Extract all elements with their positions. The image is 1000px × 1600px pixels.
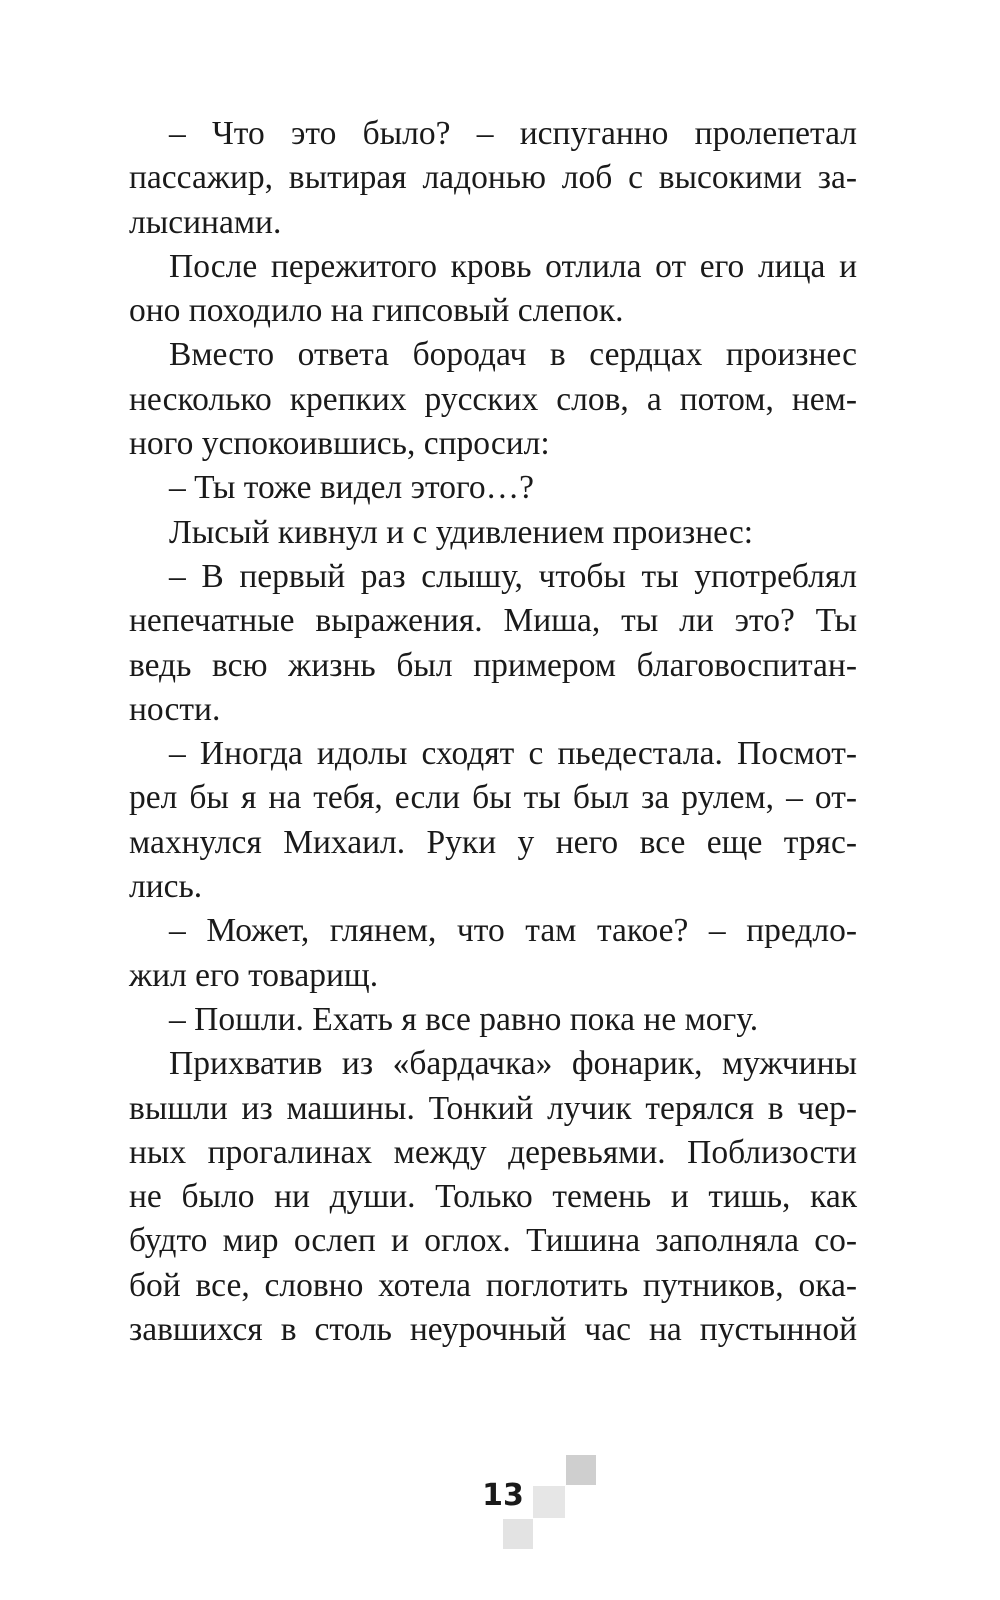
text-line: ного успокоившись, спросил: <box>129 425 550 463</box>
text-line: будто мир ослеп и оглох. Тишина заполняла со- <box>129 1222 857 1260</box>
page-number: 13 <box>482 1478 524 1513</box>
text-line: оно походило на гипсовый слепок. <box>129 292 624 330</box>
text-line: махнулся Михаил. Руки у него все еще тряс- <box>129 823 857 861</box>
body-text <box>129 112 857 1352</box>
text-line: завшихся в столь неурочный час на пустынной <box>129 1311 857 1349</box>
text-line: лысинами. <box>129 203 282 241</box>
text-line: ности. <box>129 690 221 728</box>
text-line: рел бы я на тебя, если бы ты был за рулем, – от- <box>129 779 857 817</box>
text-line: вышли из машины. Тонкий лучик терялся в чер- <box>129 1089 857 1127</box>
text-line: бой все, словно хотела поглотить путников, ока- <box>129 1266 857 1304</box>
text-line: жил его товарищ. <box>129 956 379 994</box>
text-line: – В первый раз слышу, чтобы ты употреблял <box>169 557 857 595</box>
text-line: Вместо ответа бородач в сердцах произнес <box>169 336 857 374</box>
text-line: После пережитого кровь отлила от его лица и <box>169 247 857 285</box>
decorative-square <box>533 1486 565 1518</box>
text-line: – Может, глянем, что там такое? – предло- <box>169 912 857 950</box>
decorative-square <box>503 1519 533 1549</box>
text-line: пассажир, вытирая ладонью лоб с высокими за- <box>129 159 857 197</box>
text-line: Лысый кивнул и с удивлением произнес: <box>169 513 754 551</box>
decorative-square <box>566 1455 596 1485</box>
text-line: – Иногда идолы сходят с пьедестала. Посмот- <box>169 735 857 773</box>
text-line: лись. <box>129 868 203 906</box>
text-line: Прихватив из «бардачка» фонарик, мужчины <box>169 1045 857 1083</box>
text-line: – Пошли. Ехать я все равно пока не могу. <box>169 1000 759 1038</box>
text-line: ных прогалинах между деревьями. Поблизости <box>129 1133 857 1171</box>
text-line: – Что это было? – испуганно пролепетал <box>169 115 857 152</box>
text-line: непечатные выражения. Миша, ты ли это? Ты <box>129 602 857 640</box>
text-line: не было ни души. Только темень и тишь, как <box>129 1178 857 1216</box>
text-line: – Ты тоже видел этого…? <box>169 469 534 507</box>
text-line: несколько крепких русских слов, а потом, нем- <box>129 380 857 418</box>
text-line: ведь всю жизнь был примером благовоспитан- <box>129 646 857 684</box>
